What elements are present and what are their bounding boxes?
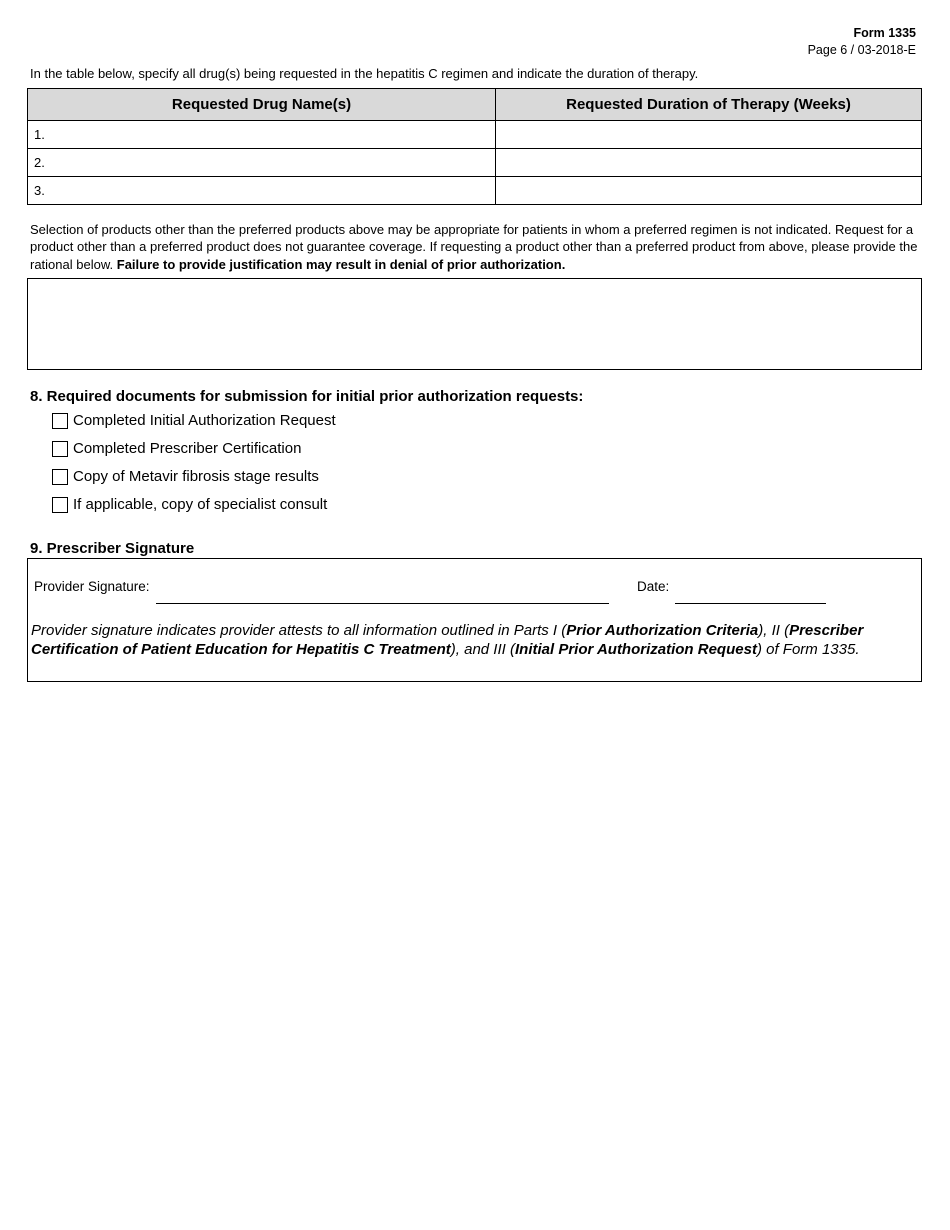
drug-name-cell-2[interactable]: 2. [28,149,496,177]
rationale-instructions: Selection of products other than the preferred products above may be appropriate for patients in whom a preferred regimen is not indicated. Request for a product other than a preferred product does not guarantee coverage. If requesting a product other than a preferred product from above, please provide the rational below. Failure to provide justification may result in denial of prior authorization. [30,222,918,272]
checkbox-metavir[interactable] [52,469,68,485]
signature-line[interactable] [156,603,609,604]
drug-name-cell-1[interactable]: 1. [28,121,496,149]
drug-name-header: Requested Drug Name(s) [28,89,496,121]
checkbox-initial-request[interactable] [52,413,68,429]
date-line[interactable] [675,603,826,604]
duration-header: Requested Duration of Therapy (Weeks) [496,89,922,121]
section-9-title: 9. Prescriber Signature [30,540,195,557]
signature-box [27,558,922,682]
table-row [28,177,922,205]
drug-table [27,88,922,205]
duration-cell-1[interactable] [496,121,922,149]
checklist-item-specialist[interactable]: If applicable, copy of specialist consult [52,496,327,513]
justification-warning: Failure to provide justification may result in denial of prior authorization. [116,256,566,272]
table-row [28,121,922,149]
drug-name-cell-3[interactable]: 3. [28,177,496,205]
signature-label: Provider Signature: [34,579,150,594]
attestation-text: Provider signature indicates provider attests to all information outlined in Parts I (Prior Authorization Criteria), II (Prescriber Certification of Patient Education for Hepatitis C Treatment), and III (Initial Prior Authorization Request) of Form 1335. [31,622,864,658]
date-label: Date: [637,579,670,594]
checklist-item-initial-request[interactable]: Completed Initial Authorization Request [52,412,336,429]
duration-cell-3[interactable] [496,177,922,205]
rationale-field[interactable] [27,278,922,370]
page-info: Page 6 / 03-2018-E [807,43,916,57]
form-header [808,25,916,59]
checklist-item-prescriber-cert[interactable]: Completed Prescriber Certification [52,440,301,457]
checkbox-prescriber-cert[interactable] [52,441,68,457]
form-number: Form 1335 [853,26,916,40]
duration-cell-2[interactable] [496,149,922,177]
table-instructions: In the table below, specify all drug(s) being requested in the hepatitis C regimen and indicate the duration of therapy. [30,66,699,81]
checklist-item-metavir[interactable]: Copy of Metavir fibrosis stage results [52,468,319,485]
table-row [28,149,922,177]
checkbox-specialist[interactable] [52,497,68,513]
section-8-title: 8. Required documents for submission for initial prior authorization requests: [30,388,584,405]
